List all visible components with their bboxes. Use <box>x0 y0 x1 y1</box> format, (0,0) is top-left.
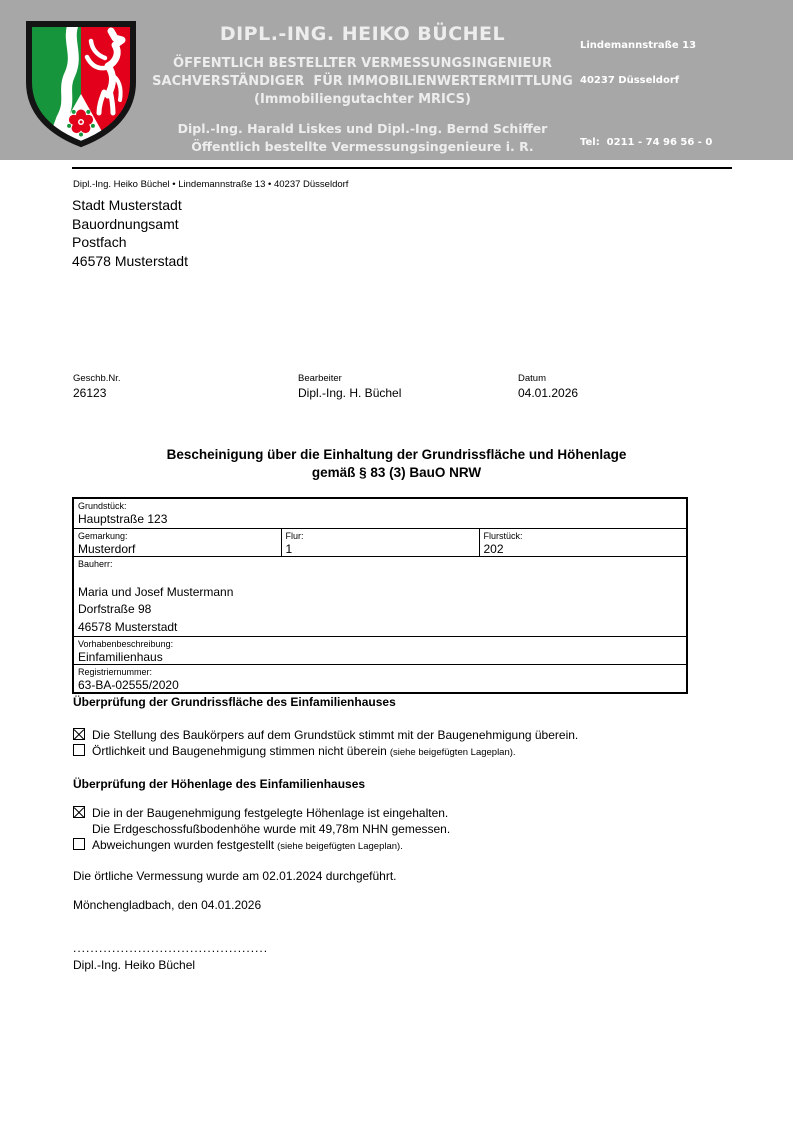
header-partners-line-2: Öffentlich bestellte Vermessungsingenieure i. R. <box>191 139 534 154</box>
bauherr-name: Maria und Josef Mustermann <box>78 584 234 599</box>
header-subtitle-2: SACHVERSTÄNDIGER FÜR IMMOBILIENWERTERMITTLUNG <box>152 74 573 89</box>
contact-street: Lindemannstraße 13 <box>580 40 697 51</box>
divider-rule <box>72 167 732 169</box>
reference-label: Bearbeiter <box>298 373 342 384</box>
signature-dots: ............................................. <box>73 941 269 955</box>
checkbox-checked-icon <box>73 728 85 740</box>
contact-block <box>580 17 785 414</box>
header-subtitle-1: ÖFFENTLICH BESTELLTER VERMESSUNGSINGENIEUR <box>173 56 552 71</box>
checkbox-text: Die in der Baugenehmigung festgelegte Höhenlage ist eingehalten. <box>92 806 449 820</box>
recipient-line: Postfach <box>72 234 127 250</box>
checkbox-unchecked-icon <box>73 838 85 850</box>
section-heading-hoehenlage: Überprüfung der Höhenlage des Einfamilienhauses <box>73 777 366 791</box>
cell-value: Musterdorf <box>78 541 136 556</box>
survey-date-line: Die örtliche Vermessung wurde am 02.01.2024 durchgeführt. <box>73 869 397 883</box>
reference-geschbnr <box>73 373 121 400</box>
checkbox-unchecked-icon <box>73 744 85 756</box>
contact-fax-1: Fax: 0211 - 74 96 56 - 10 <box>580 171 720 183</box>
checkbox-item <box>73 744 772 760</box>
reference-label: Datum <box>518 373 546 384</box>
header-title: DIPL.-ING. HEIKO BÜCHEL <box>219 23 506 45</box>
recipient-line: Bauordnungsamt <box>72 215 179 232</box>
checkbox-note: (siehe beigefügten Lageplan). <box>277 841 403 852</box>
cell-value: 63-BA-02555/2020 <box>78 678 179 692</box>
checkbox-item <box>73 806 772 820</box>
sender-line: Dipl.-Ing. Heiko Büchel • Lindemannstraße 13 • 40237 Düsseldorf <box>73 179 349 190</box>
recipient-address <box>72 196 188 270</box>
bauherr-city: 46578 Musterstadt <box>78 619 178 634</box>
cell-flurstueck <box>479 528 687 556</box>
cell-vorhaben <box>73 637 687 665</box>
reference-datum <box>518 373 578 400</box>
nrw-coat-of-arms-icon <box>25 20 137 148</box>
reference-label: Geschb.Nr. <box>73 373 121 384</box>
cell-label: Flurstück: <box>483 530 523 541</box>
recipient-line: 46578 Musterstadt <box>72 252 188 269</box>
cell-label: Gemarkung: <box>78 530 128 541</box>
cell-bauherr <box>73 556 687 637</box>
contact-internet: Internet: www.buechel-kitzhoefer.de <box>580 275 787 286</box>
contact-city: 40237 Düsseldorf <box>580 74 680 86</box>
checkbox-text: Abweichungen wurden festgestellt <box>92 838 275 852</box>
reference-value: Dipl.-Ing. H. Büchel <box>298 386 402 400</box>
cell-gemarkung <box>73 528 281 556</box>
reference-bearbeiter <box>298 373 401 400</box>
cell-flur <box>281 528 479 556</box>
recipient-line: Stadt Musterstadt <box>72 197 182 213</box>
checkbox-checked-icon <box>73 806 85 818</box>
cell-grundstueck <box>73 498 687 528</box>
document-title <box>0 446 793 481</box>
cell-label: Grundstück: <box>78 501 127 511</box>
signature-name: Dipl.-Ing. Heiko Büchel <box>73 958 196 972</box>
cell-value: 202 <box>483 541 504 556</box>
header-subtitle-3: (Immobiliengutachter MRICS) <box>254 92 471 107</box>
header-partners-line-1: Dipl.-Ing. Harald Liskes und Dipl.-Ing. Bernd Schiffer <box>177 121 548 136</box>
reference-value: 26123 <box>73 386 107 400</box>
checkbox-item <box>73 838 772 854</box>
place-date-line: Mönchengladbach, den 04.01.2026 <box>73 898 262 912</box>
checkbox-subtext: Die Erdgeschossfußbodenhöhe wurde mit 49,78m NHN gemessen. <box>92 822 451 836</box>
cell-label: Vorhabenbeschreibung: <box>78 639 174 649</box>
cell-label: Bauherr: <box>78 558 113 569</box>
cell-registriernummer <box>73 665 687 694</box>
checkbox-text: Örtlichkeit und Baugenehmigung stimmen nicht überein <box>92 744 387 758</box>
checkbox-item <box>73 728 772 742</box>
reference-value: 04.01.2026 <box>518 386 579 400</box>
document-title-line-2: gemäß § 83 (3) BauO NRW <box>311 464 482 480</box>
contact-tel-1: Tel: 0211 - 74 96 56 - 0 <box>580 137 713 148</box>
cell-label: Registriernummer: <box>78 667 153 677</box>
checkbox-note: (siehe beigefügten Lageplan). <box>389 747 516 758</box>
property-table <box>72 497 688 694</box>
cell-value: Hauptstraße 123 <box>78 512 168 526</box>
document-title-line-1: Bescheinigung über die Einhaltung der Grundrissfläche und Höhenlage <box>166 447 627 462</box>
contact-tel-2: Tel.: 02161 - 98195 - 0 <box>580 344 706 356</box>
contact-email-1: E-Mail: info@buechel-kitzhoefer.de <box>580 206 777 217</box>
cell-label: Flur: <box>285 530 304 541</box>
cell-value: Einfamilienhaus <box>78 650 163 664</box>
section-heading-grundriss: Überprüfung der Grundrissfläche des Einfamilienhauses <box>73 695 396 709</box>
bauherr-street: Dorfstraße 98 <box>78 602 152 616</box>
contact-email-2: E-Mail: info@bs-hl.de <box>580 240 700 252</box>
contact-fax-2: Fax: 02161 - 98195 - 99 <box>580 379 713 390</box>
cell-value: 1 <box>285 541 293 556</box>
checkbox-text: Die Stellung des Baukörpers auf dem Grundstück stimmt mit der Baugenehmigung überein. <box>92 728 579 742</box>
